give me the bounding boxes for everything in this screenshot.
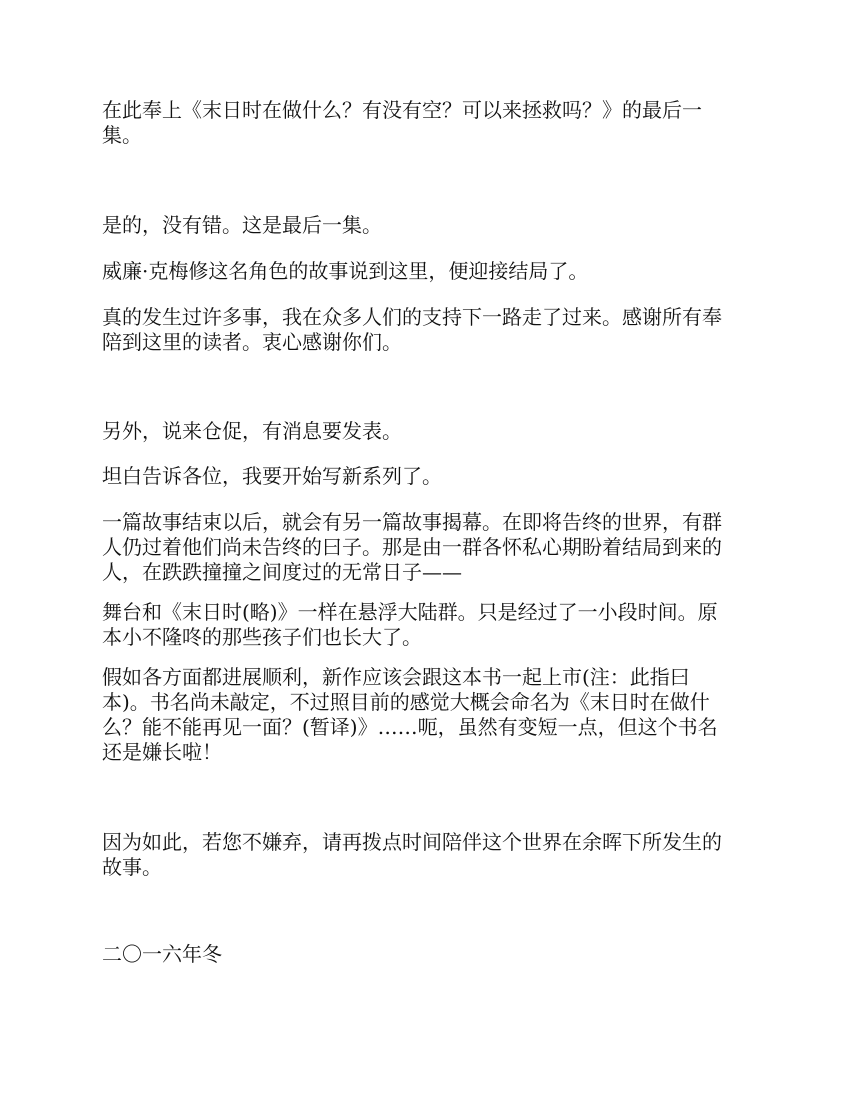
paragraph-request: 因为如此，若您不嫌弃，请再拨点时间陪伴这个世界在余晖下所发生的 故事。 bbox=[102, 830, 722, 879]
paragraph-release: 假如各方面都进展顺利，新作应该会跟这本书一起上市(注：此指曰 本)。书名尚未敲定，不过照目前的感觉大概会命名为《末日时在做什 么？能不能再见一面？(暂译)》……呃，虽然有变短一点，但这个书名 还是嫌长啦！ bbox=[102, 665, 718, 764]
paragraph-new-series: 坦白告诉各位，我要开始写新系列了。 bbox=[102, 464, 442, 488]
date-signature: 二〇一六年冬 bbox=[102, 942, 222, 966]
paragraph-last-episode: 是的，没有错。这是最后一集。 bbox=[102, 213, 382, 237]
paragraph-setting: 舞台和《末日时(略)》一样在悬浮大陆群。只是经过了一小段时间。原 本小不隆咚的那些孩子们也长大了。 bbox=[102, 600, 718, 649]
paragraph-announcement: 另外，说来仓促，有消息要发表。 bbox=[102, 419, 402, 443]
paragraph-intro: 在此奉上《末日时在做什么？有没有空？可以来拯救吗？》的最后一 集。 bbox=[102, 98, 702, 147]
paragraph-ending: 威廉·克梅修这名角色的故事说到这里，便迎接结局了。 bbox=[102, 259, 589, 283]
paragraph-new-story: 一篇故事结束以后，就会有另一篇故事揭幕。在即将告终的世界，有群 人仍过着他们尚未告终的曰子。那是由一群各怀私心期盼着结局到来的 人，在跌跌撞撞之间度过的无常日子—— bbox=[102, 510, 722, 584]
paragraph-thanks: 真的发生过许多事，我在众多人们的支持下一路走了过来。感谢所有奉 陪到这里的读者。衷心感谢你们。 bbox=[102, 305, 722, 354]
